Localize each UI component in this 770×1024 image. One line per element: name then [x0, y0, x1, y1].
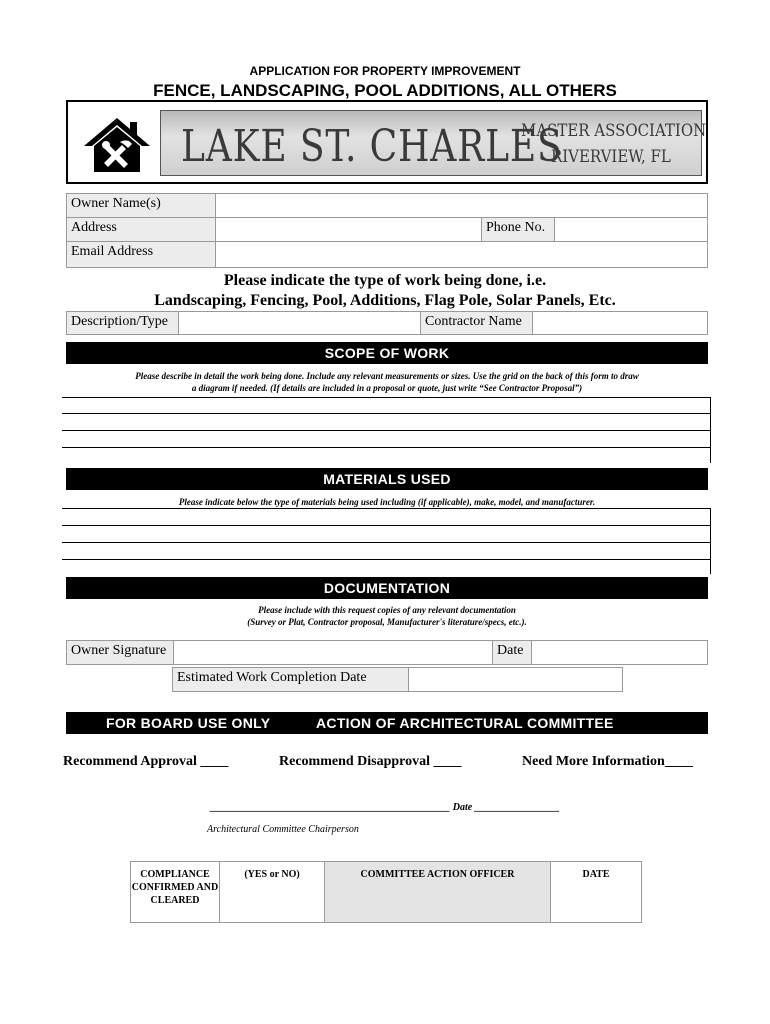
committee-officer-cell[interactable]: COMMITTEE ACTION OFFICER [325, 862, 551, 922]
phone-label: Phone No. [481, 217, 555, 242]
materials-line-2[interactable] [62, 525, 710, 526]
completion-date-field[interactable] [408, 667, 623, 692]
date-field[interactable] [531, 640, 708, 665]
documentation-note [62, 604, 712, 628]
house-tools-icon [82, 116, 152, 174]
chairperson-label: Architectural Committee Chairperson [207, 824, 359, 835]
description-label: Description/Type [66, 311, 179, 335]
documentation-note-line-1: Please include with this request copies of any relevant documentation [258, 605, 516, 615]
board-use-bar [66, 712, 708, 734]
form-subtitle: APPLICATION FOR PROPERTY IMPROVEMENT [249, 64, 521, 78]
scope-line-3[interactable] [62, 430, 710, 431]
documentation-bar: DOCUMENTATION [66, 577, 708, 599]
recommend-disapproval[interactable]: Recommend Disapproval ____ [279, 754, 462, 769]
address-label: Address [66, 217, 216, 242]
scope-of-work-bar: SCOPE OF WORK [66, 342, 708, 364]
description-field[interactable] [178, 311, 421, 335]
completion-date-label: Estimated Work Completion Date [172, 667, 409, 692]
board-use-title: FOR BOARD USE ONLY [106, 715, 271, 731]
work-type-heading-2: Landscaping, Fencing, Pool, Additions, Flag Pole, Solar Panels, Etc. [154, 292, 616, 309]
phone-field[interactable] [554, 217, 708, 242]
scope-right-border [710, 397, 711, 463]
committee-date-cell[interactable]: DATE [582, 869, 610, 880]
committee-table [130, 861, 642, 923]
scope-note [62, 370, 712, 394]
yes-no-cell[interactable]: (YES or NO) [220, 862, 325, 922]
scope-line-1[interactable] [62, 397, 710, 398]
chairperson-signature-line[interactable]: ________________________________________________ Date _________________ [210, 802, 560, 813]
email-label: Email Address [66, 241, 216, 268]
work-type-heading-1: Please indicate the type of work being done, i.e. [223, 272, 547, 289]
owner-signature-field[interactable] [173, 640, 493, 665]
documentation-note-line-2: (Survey or Plat, Contractor proposal, Manufacturer's literature/specs, etc.). [247, 617, 527, 627]
scope-line-2[interactable] [62, 413, 710, 414]
need-more-information[interactable]: Need More Information____ [522, 754, 693, 769]
contractor-label: Contractor Name [420, 311, 533, 335]
compliance-header: COMPLIANCE CONFIRMED AND CLEARED [131, 862, 220, 922]
materials-note: Please indicate below the type of materials being used including (if applicable), make, model, and manufacturer. [178, 497, 596, 507]
association-name: LAKE ST. CHARLES [181, 121, 563, 172]
materials-line-4[interactable] [62, 559, 710, 560]
contractor-field[interactable] [532, 311, 708, 335]
owner-signature-label: Owner Signature [66, 640, 174, 665]
materials-line-3[interactable] [62, 542, 710, 543]
owner-names-field[interactable] [215, 193, 708, 218]
scope-note-line-1: Please describe in detail the work being done. Include any relevant measurements or sizes. Use the grid on the back of this form to draw [135, 371, 639, 381]
materials-used-bar: MATERIALS USED [66, 468, 708, 490]
form-title: FENCE, LANDSCAPING, POOL ADDITIONS, ALL OTHERS [153, 81, 617, 100]
association-location: RIVERVIEW, FL [551, 147, 671, 167]
email-field[interactable] [215, 241, 708, 268]
materials-line-1[interactable] [62, 508, 710, 509]
logo-box [66, 100, 708, 184]
association-subtitle: MASTER ASSOCIATION [521, 121, 707, 141]
address-field[interactable] [215, 217, 482, 242]
association-banner [160, 110, 707, 176]
materials-right-border [710, 508, 711, 574]
scope-note-line-2: a diagram if needed. (If details are included in a proposal or quote, just write “See Contractor Proposal”) [191, 383, 583, 393]
date-label: Date [492, 640, 532, 665]
architectural-committee-title: ACTION OF ARCHITECTURAL COMMITTEE [316, 715, 614, 731]
recommend-approval[interactable]: Recommend Approval ____ [63, 754, 229, 769]
owner-names-label: Owner Name(s) [66, 193, 216, 218]
scope-line-4[interactable] [62, 447, 710, 448]
